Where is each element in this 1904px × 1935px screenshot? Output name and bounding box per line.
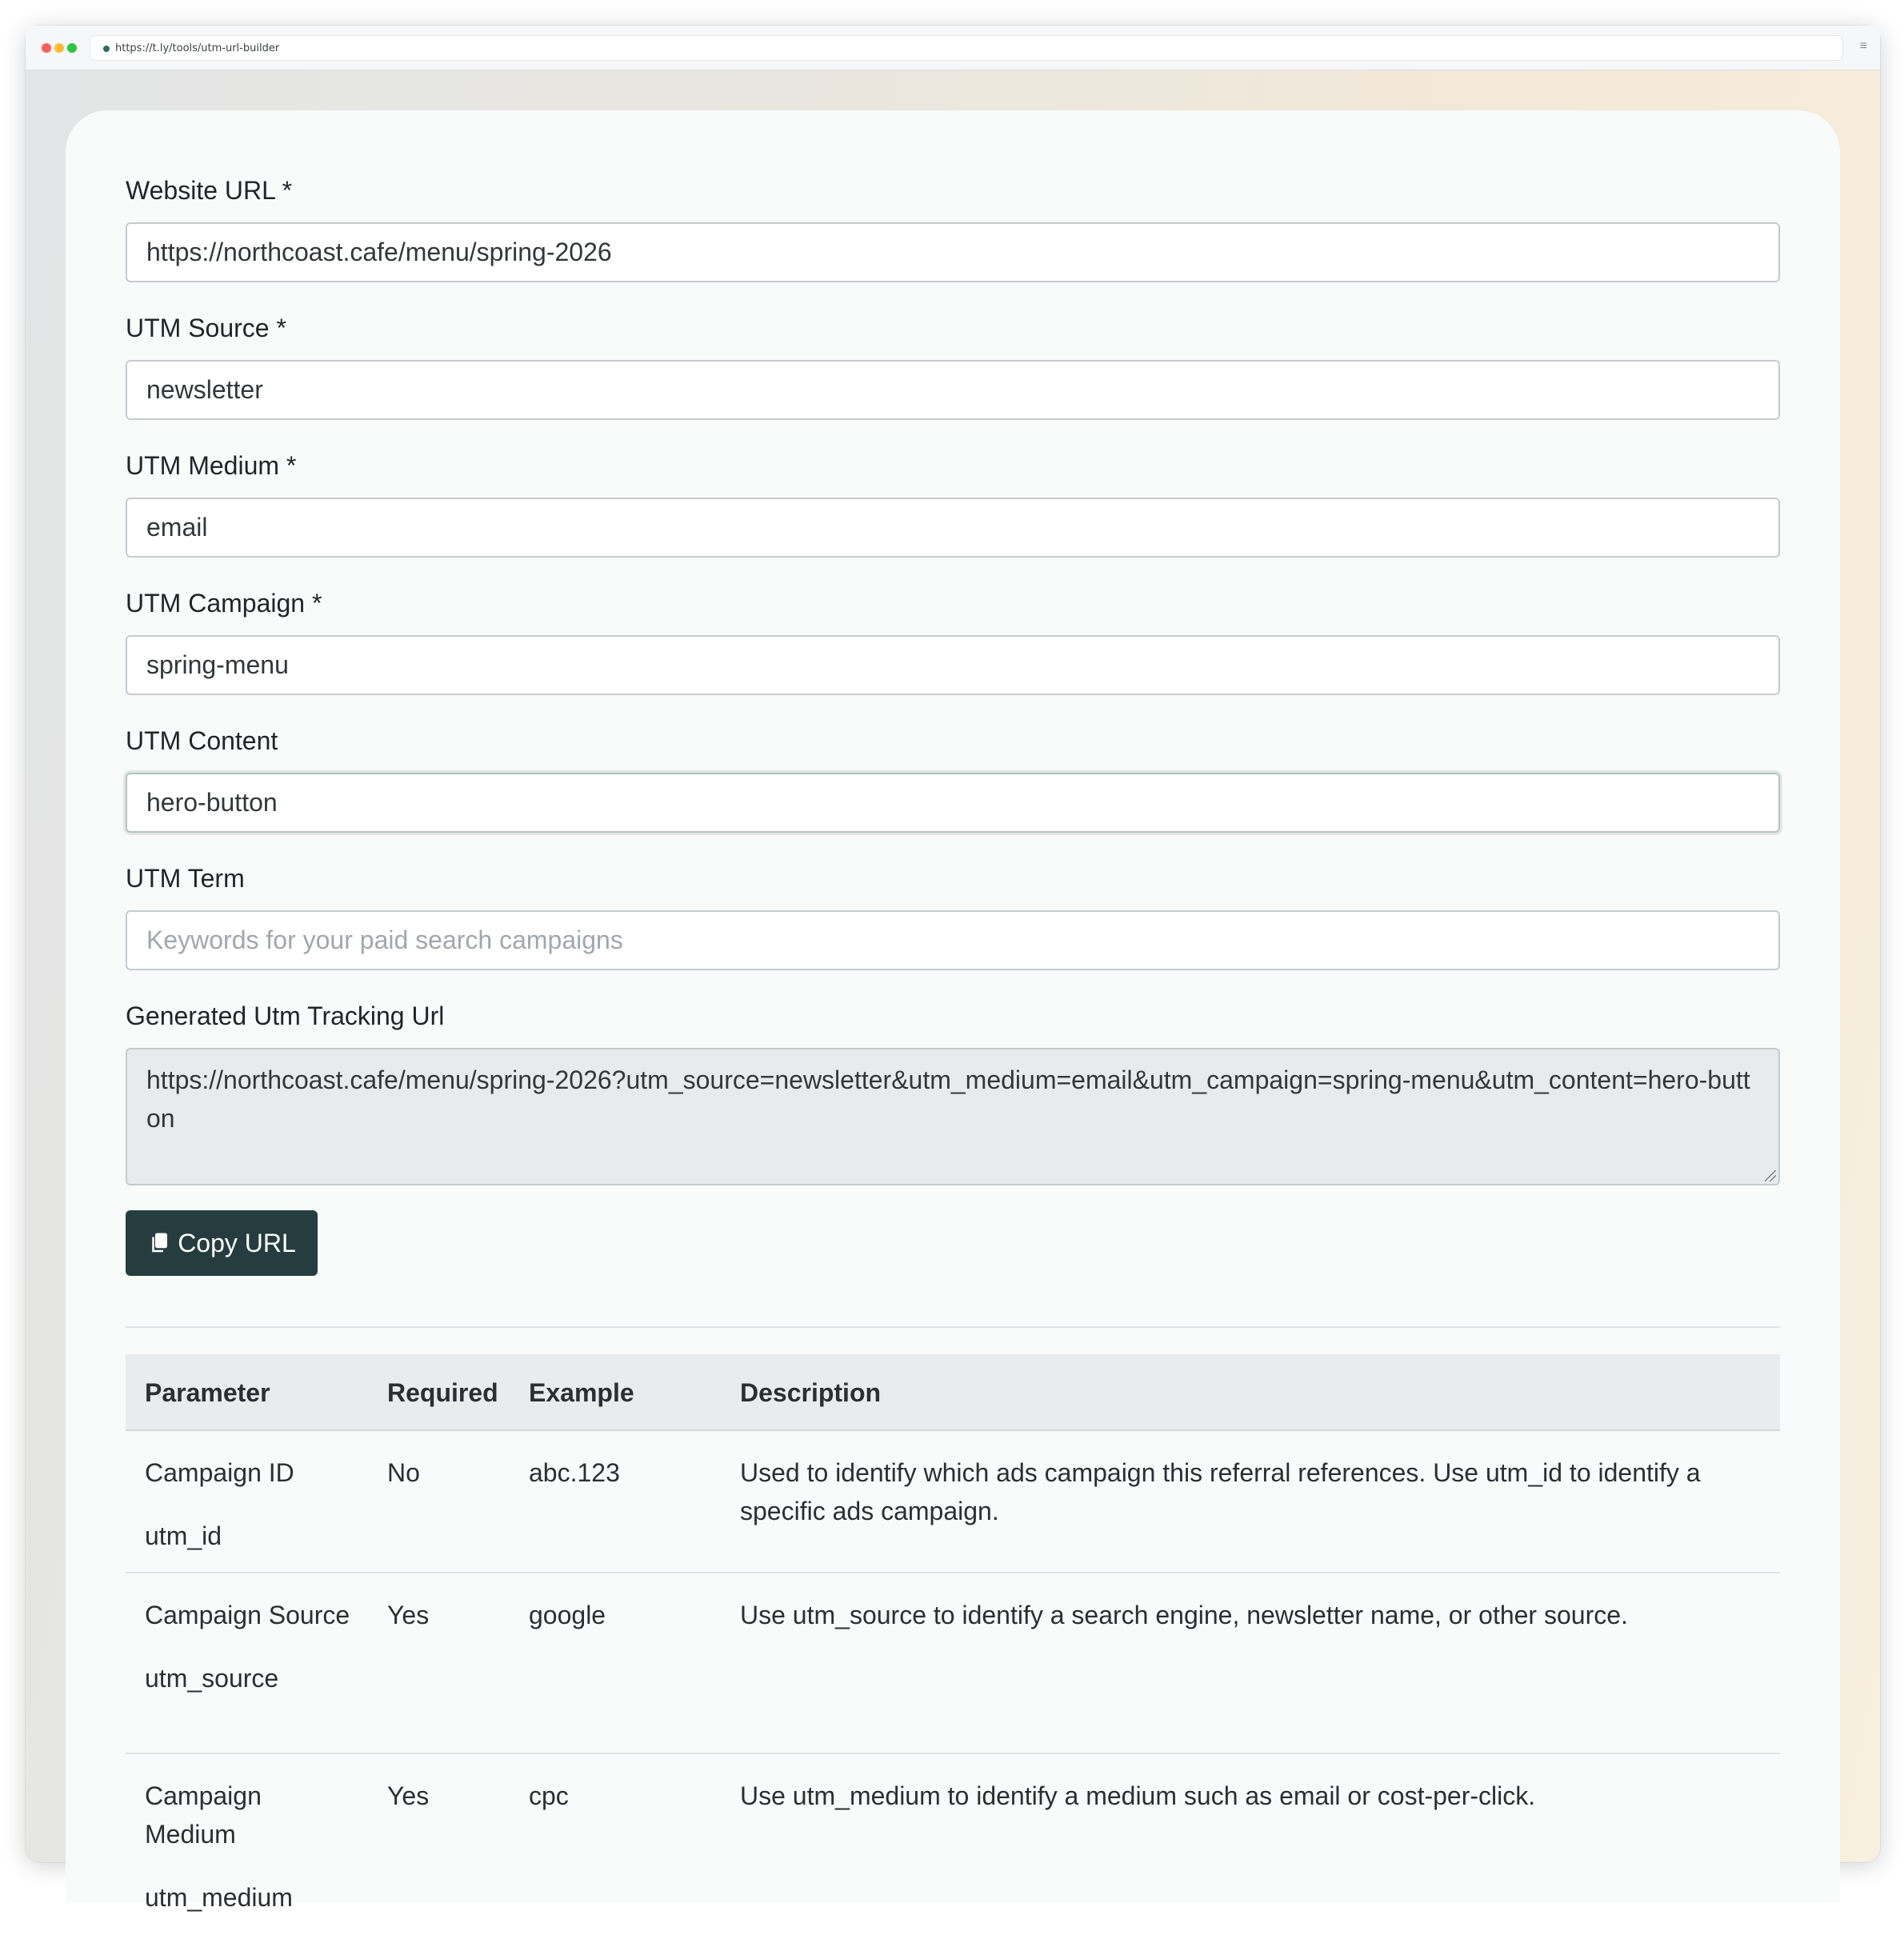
section-divider bbox=[126, 1326, 1780, 1328]
utm-source-input[interactable]: newsletter bbox=[126, 360, 1780, 420]
utm-term-label: UTM Term bbox=[126, 864, 245, 893]
utm-term-input[interactable]: Keywords for your paid search campaigns bbox=[126, 910, 1780, 970]
utm-medium-label: UTM Medium * bbox=[126, 451, 297, 480]
parameter-code: utm_id bbox=[145, 1521, 222, 1550]
close-window-button[interactable] bbox=[42, 43, 51, 53]
required-cell: Yes bbox=[387, 1781, 430, 1810]
parameter-cell bbox=[145, 1596, 353, 1697]
parameter-name: Campaign Medium bbox=[145, 1781, 262, 1849]
website-url-label: Website URL * bbox=[126, 176, 293, 205]
description-cell: Use utm_medium to identify a medium such as email or cost-per-click. bbox=[740, 1781, 1536, 1810]
copy-url-button[interactable] bbox=[126, 1210, 318, 1276]
utm-builder-card bbox=[66, 110, 1840, 1912]
browser-toolbar bbox=[26, 26, 1880, 70]
minimize-window-button[interactable] bbox=[54, 43, 64, 53]
example-cell: abc.123 bbox=[529, 1458, 620, 1487]
copy-icon bbox=[147, 1231, 171, 1255]
header-example: Example bbox=[529, 1378, 634, 1407]
browser-menu-icon[interactable]: ≡ bbox=[1859, 39, 1867, 53]
utm-content-input[interactable]: hero-button bbox=[126, 773, 1780, 833]
table-row bbox=[126, 1431, 1780, 1573]
parameter-code: utm_source bbox=[145, 1664, 279, 1693]
parameter-code: utm_medium bbox=[145, 1883, 293, 1912]
example-cell: cpc bbox=[529, 1781, 569, 1810]
secure-indicator-icon bbox=[103, 46, 110, 52]
address-bar[interactable] bbox=[90, 35, 1843, 61]
generated-url-output[interactable] bbox=[126, 1048, 1780, 1185]
parameter-name: Campaign Source bbox=[145, 1601, 350, 1629]
generated-url-label: Generated Utm Tracking Url bbox=[126, 1001, 445, 1030]
header-required: Required bbox=[387, 1378, 498, 1407]
description-cell: Use utm_source to identify a search engine, newsletter name, or other source. bbox=[740, 1601, 1628, 1629]
maximize-window-button[interactable] bbox=[67, 43, 77, 53]
utm-source-label: UTM Source * bbox=[126, 314, 286, 342]
example-cell: google bbox=[529, 1601, 606, 1629]
utm-campaign-label: UTM Campaign * bbox=[126, 589, 322, 618]
table-header bbox=[126, 1354, 1780, 1431]
resize-handle-icon[interactable] bbox=[1765, 1170, 1776, 1181]
utm-content-label: UTM Content bbox=[126, 726, 278, 755]
parameter-name: Campaign ID bbox=[145, 1458, 294, 1487]
table-row bbox=[126, 1754, 1780, 1935]
header-description: Description bbox=[740, 1378, 882, 1407]
utm-campaign-input[interactable]: spring-menu bbox=[126, 635, 1780, 695]
website-url-input[interactable]: https://northcoast.cafe/menu/spring-2026 bbox=[126, 222, 1780, 282]
required-cell: Yes bbox=[387, 1601, 430, 1629]
utm-medium-input[interactable]: email bbox=[126, 498, 1780, 558]
required-cell: No bbox=[387, 1458, 420, 1487]
description-cell: Used to identify which ads campaign this referral references. Use utm_id to identify a specific ads campaign. bbox=[740, 1458, 1701, 1525]
parameter-cell bbox=[145, 1453, 353, 1555]
address-url: https://t.ly/tools/utm-url-builder bbox=[115, 42, 280, 54]
table-row bbox=[126, 1573, 1780, 1754]
copy-url-label: Copy URL bbox=[178, 1229, 296, 1257]
generated-url-text: https://northcoast.cafe/menu/spring-2026?utm_source=newsletter&utm_medium=email&utm_campaign=spring-menu&utm_content=hero-button bbox=[146, 1065, 1750, 1133]
header-parameter: Parameter bbox=[145, 1378, 270, 1407]
utm-parameter-table bbox=[126, 1354, 1780, 1935]
browser-window bbox=[26, 26, 1880, 1912]
parameter-cell bbox=[145, 1777, 353, 1917]
